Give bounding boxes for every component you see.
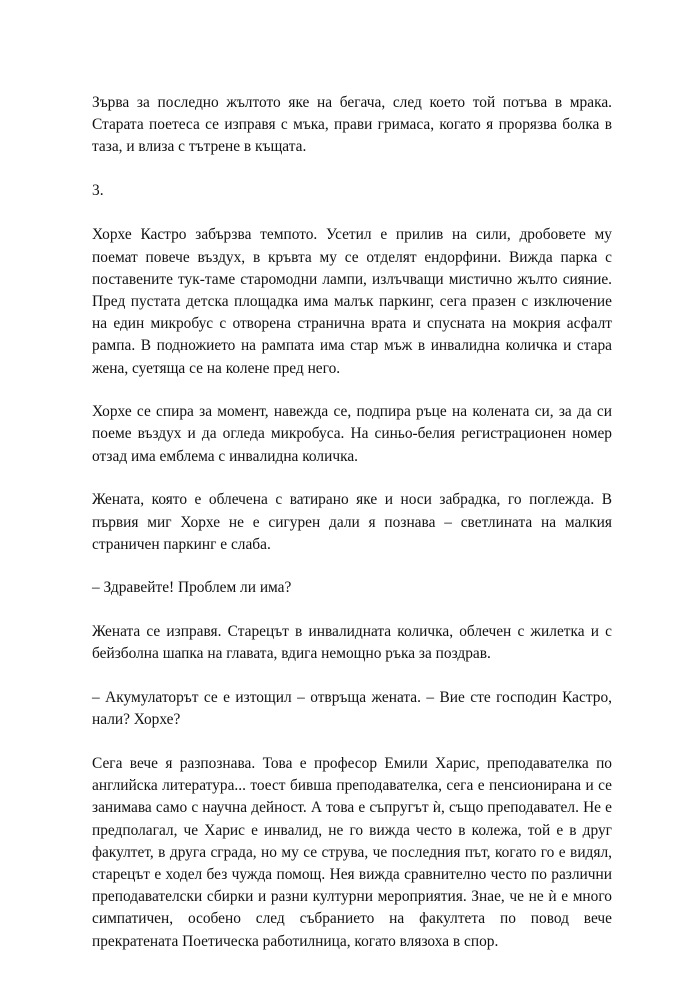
document-body	[92, 92, 612, 974]
paragraph-6: Сега вече я разпознава. Това е професор Емили Харис, преподавателка по английска литература... тоест бивша преподавателка, сега е пенсионирана и се занимава само с научна дейност. А това е съпругът ѝ, също преподавател. Не е предполагал, че Харис е инвалид, не го вижда често в колежа, той е в друг факултет, в друга сграда, но му се струва, че последния път, когато го е видял, старецът е ходел без чужда помощ. Нея вижда сравнително често по различни преподавателски сбирки и разни културни мероприятия. Знае, че не ѝ е много симпатичен, особено след събранието на факултета по повод вече прекратената Поетическа работилница, когато влязоха в спор.	[92, 754, 612, 950]
chapter-number: 3.	[92, 182, 104, 200]
paragraph-5: Жената се изправя. Старецът в инвалидната количка, облечен с жилетка и с бейзболна шапка на главата, вдига немощно ръка за поздрав.	[92, 623, 612, 663]
paragraph-2: Хорхе Кастро забързва темпото. Усетил е прилив на сили, дробовете му поемат повече въздух, в кръвта му се отделят ендорфини. Вижда парка с поставените тук-таме старомодни лампи, излъчващи мистично жълто сияние. Пред пустата детска площадка има малък паркинг, сега празен с изключение на един микробус с отворена странична врата и спусната на мокрия асфалт рампа. В подножието на рампата има стар мъж в инвалидна количка и стара жена, суетяща се на колене пред него.	[92, 226, 612, 377]
paragraph-1: Зърва за последно жълтото яке на бегача, след което той потъва в мрака. Старата поетеса се изправя с мъка, прави гримаса, когато я прорязва болка в таза, и влиза с тътрене в къщата.	[92, 94, 612, 156]
paragraph-4: Жената, която е облечена с ватирано яке и носи забрадка, го поглежда. В първия миг Хорхе не е сигурен дали я познава – светлината на малкия страничен паркинг е слаба.	[92, 491, 612, 553]
dialogue-line-2: – Акумулаторът се е изтощил – отвръща жената. – Вие сте господин Кастро, нали? Хорхе?	[92, 689, 612, 729]
paragraph-3: Хорхе се спира за момент, навежда се, подпира ръце на колената си, за да си поеме въздух и да огледа микробуса. На синьо-белия регистрационен номер отзад има емблема с инвалидна количка.	[92, 403, 612, 465]
dialogue-line-1: – Здравейте! Проблем ли има?	[92, 579, 292, 597]
